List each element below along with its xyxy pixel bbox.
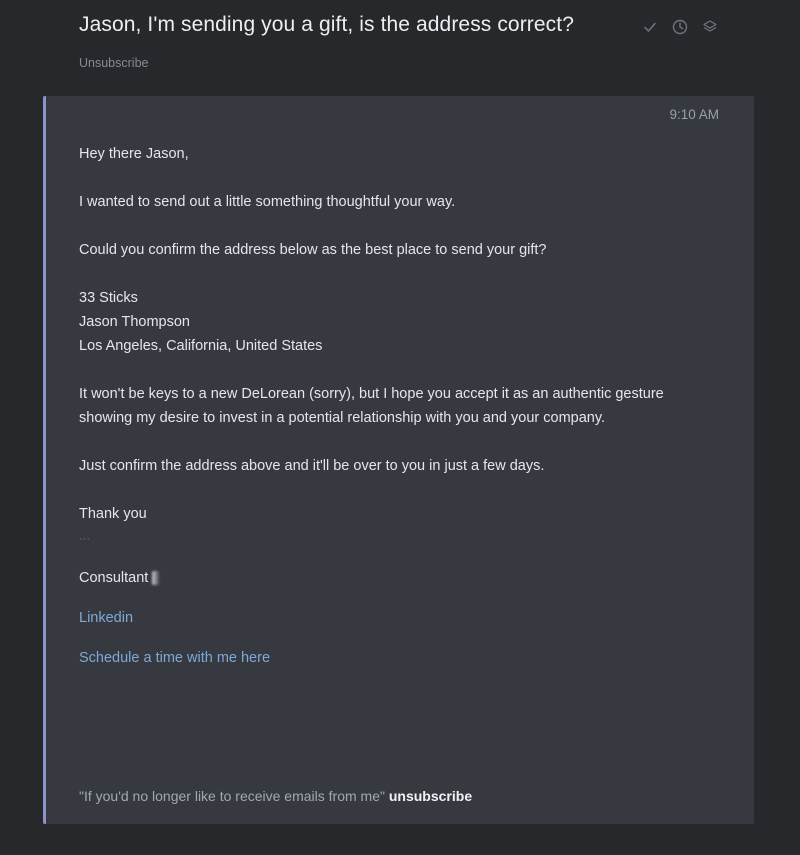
paragraph-gesture-line2: showing my desire to invest in a potential relationship with you and your company. (79, 410, 606, 426)
address-line-company: 33 Sticks (79, 290, 138, 306)
message-time: 9:10 AM (669, 107, 719, 122)
layers-icon[interactable] (701, 18, 719, 36)
signature-name-cropped: ··· (79, 534, 90, 545)
redacted-mark (152, 571, 159, 585)
paragraph-request: Could you confirm the address below as the best place to send your gift? (79, 242, 547, 258)
paragraph-confirm: Just confirm the address above and it'll be over to you in just a few days. (79, 458, 545, 474)
signature-role: Consultant (79, 570, 149, 586)
schedule-link[interactable]: Schedule a time with me here (79, 650, 271, 666)
footer-quote: "If you'd no longer like to receive emails from me" (79, 788, 385, 804)
clock-icon[interactable] (671, 18, 689, 36)
footer-unsubscribe-link[interactable]: unsubscribe (388, 788, 473, 804)
email-actions (641, 18, 719, 36)
message-card (43, 96, 754, 824)
unsubscribe-link[interactable]: Unsubscribe (79, 56, 149, 70)
signature-role-row (79, 566, 719, 590)
linkedin-link[interactable]: Linkedin (79, 610, 134, 626)
address-line-location: Los Angeles, California, United States (79, 338, 323, 354)
address-line-name: Jason Thompson (79, 314, 190, 330)
message-body (79, 142, 719, 670)
email-subject: Jason, I'm sending you a gift, is the address correct? (79, 13, 574, 36)
closing: Thank you (79, 506, 147, 522)
greeting: Hey there Jason, (79, 146, 189, 162)
footer-unsubscribe-line (79, 788, 472, 804)
paragraph-intro: I wanted to send out a little something thoughtful your way. (79, 194, 456, 210)
paragraph-gesture-line1: It won't be keys to a new DeLorean (sorry), but I hope you accept it as an authentic gesture (79, 386, 664, 402)
check-icon[interactable] (641, 18, 659, 36)
